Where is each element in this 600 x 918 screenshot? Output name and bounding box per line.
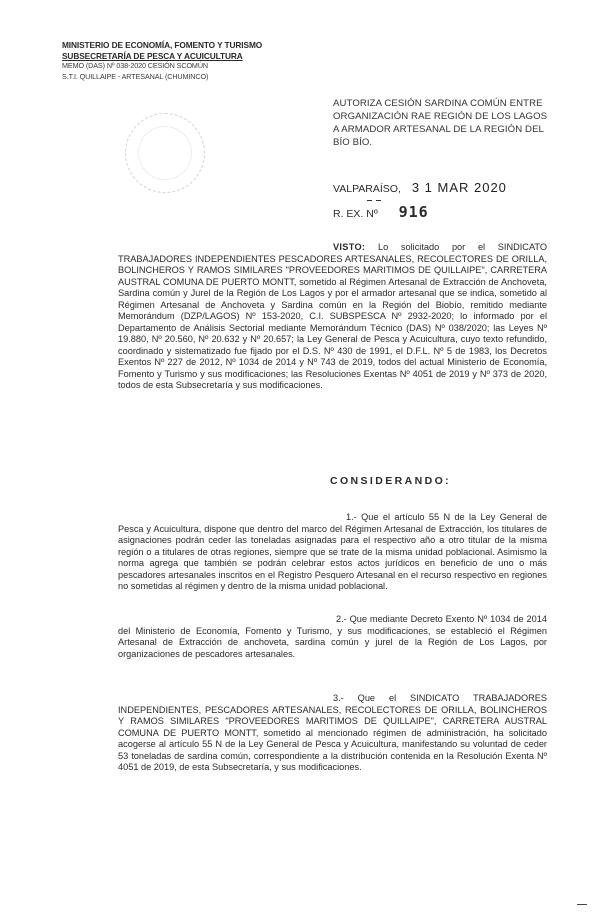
considerando-paragraph-1 bbox=[118, 512, 547, 593]
visto-section bbox=[118, 242, 547, 392]
resolution-number-line bbox=[333, 205, 429, 221]
faded-seal-stamp bbox=[125, 113, 205, 193]
page-footer-mark bbox=[577, 904, 587, 905]
resolution-subject: AUTORIZA CESIÓN SARDINA COMÚN ENTRE ORGANIZACIÓN RAE REGIÓN DE LOS LAGOS A ARMADOR ARTESANAL DE LA REGIÓN DEL BÍO BÍO. bbox=[333, 98, 548, 148]
considerando-paragraph-3 bbox=[118, 693, 547, 774]
paragraph-number: 2.- bbox=[336, 614, 347, 624]
seal-inner-ring bbox=[138, 126, 192, 180]
sti-reference: S.T.I. QUILLAIPE - ARTESANAL (CHUMINCO) bbox=[62, 71, 209, 81]
resolution-number: 916 bbox=[398, 203, 429, 221]
paragraph-text: Que mediante Decreto Exento Nº 1034 de 2014 del Ministerio de Economía, Fomento y Turismo, y sus modificaciones, se estableció el Régimen Artesanal de Extracción de anchoveta, sardina común y jurel de la Región de Los Lagos, por organizaciones de pescadores artesanales. bbox=[118, 614, 547, 659]
visto-heading: VISTO: bbox=[333, 242, 366, 252]
dash-mark bbox=[367, 200, 372, 201]
date-stamp: 3 1 MAR 2020 bbox=[411, 180, 507, 195]
resolution-label: R. EX. Nº bbox=[333, 208, 378, 220]
dash-mark bbox=[376, 200, 381, 201]
paragraph-number: 1.- bbox=[346, 512, 357, 522]
memo-reference: MEMO (DAS) Nº 038-2020 CESIÓN SCOMÚN bbox=[62, 61, 209, 70]
place-name: VALPARAÍSO, bbox=[333, 183, 401, 195]
considerando-paragraph-2 bbox=[118, 614, 547, 660]
paragraph-number: 3.- bbox=[333, 693, 344, 703]
paragraph-text: Que el artículo 55 N de la Ley General de Pesca y Acuicultura, dispone que dentro del marco del Régimen Artesanal de Extracción, los titulares de asignaciones podrán ceder las toneladas asignadas para el respectivo año a otro titular de la misma región o a titulares de otras regiones, siempre que se trate de la misma unidad poblacional. Asimismo la norma agrega que también se podrán celebrar estos actos jurídicos en beneficio de uno o más pescadores artesanales inscritos en el Registro Pesquero Artesanal en el recurso respectivo en regiones no sometidas al régimen y dentro de la misma unidad poblacional. bbox=[118, 512, 547, 591]
place-date-line bbox=[333, 181, 507, 196]
visto-text: Lo solicitado por el SINDICATO TRABAJADORES INDEPENDIENTES PESCADORES ARTESANALES, RECOLECTORES DE ORILLA, BOLINCHEROS Y RAMOS SIMILARES "PROVEEDORES MARITIMOS DE QUILLAIPE", CARRETERA AUSTRAL COMUNA DE PUERTO MONTT, sometido al Régimen Artesanal de Extracción de Anchoveta, Sardina común y Jurel de la Región de Los Lagos y por el armador artesanal que se indica, sometido al Régimen Artesanal de Anchoveta y Sardina común en la Región del Biobío, remitido mediante Memorándum (DZP/LAGOS) Nº 153-2020, C.I. SUBSPESCA Nº 2932-2020; lo informado por el Departamento de Análisis Sectorial mediante Memorándum Técnico (DAS) Nº 038/2020; las Leyes Nº 19.880, Nº 20.560, Nº 20.632 y Nº 20.657; la Ley General de Pesca y Acuicultura, cuyo texto refundido, coordinado y sistematizado fue fijado por el D.S. Nº 430 de 1991, el D.F.L. Nº 5 de 1983, los Decretos Exentos Nº 227 de 2012, Nº 1034 de 2014 y Nº 743 de 2019, todos del actual Ministerio de Economía, Fomento y Turismo y sus modificaciones; las Resoluciones Exentas Nº 4051 de 2019 y Nº 373 de 2020, todos de esta Subsecretaría y sus modificaciones. bbox=[118, 242, 547, 390]
subsecretaria-name: SUBSECRETARÍA DE PESCA Y ACUICULTURA bbox=[62, 50, 243, 61]
considerando-heading: CONSIDERANDO: bbox=[330, 475, 452, 487]
letterhead bbox=[62, 40, 282, 82]
paragraph-text: Que el SINDICATO TRABAJADORES INDEPENDIENTES, PESCADORES ARTESANALES, RECOLECTORES DE ORILLA, BOLINCHEROS Y RAMOS SIMILARES "PROVEEDORES MARITIMOS DE QUILLAIPE", CARRETERA AUSTRAL COMUNA DE PUERTO MONTT, sometido al mencionado régimen de administración, ha solicitado acogerse al artículo 55 N de la Ley General de Pesca y Acuicultura, manifestando su voluntad de ceder 53 toneladas de sardina común, correspondiente a la distribución contenida en la Resolución Exenta Nº 4051 de 2019, de esta Subsecretaría, y sus modificaciones. bbox=[118, 693, 547, 772]
ministry-name: MINISTERIO DE ECONOMÍA, FOMENTO Y TURISMO bbox=[62, 40, 263, 50]
